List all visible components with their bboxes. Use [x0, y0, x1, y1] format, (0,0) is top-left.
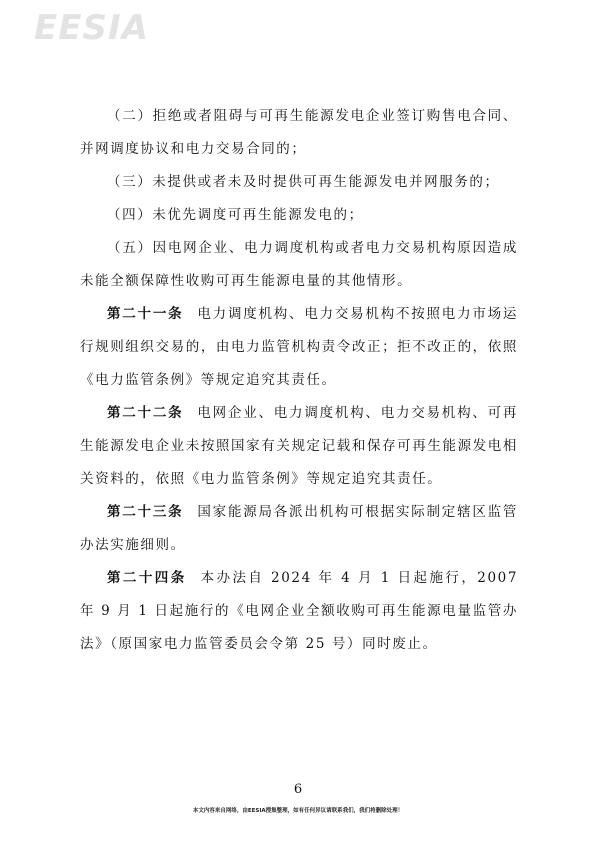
article-21-title: 第二十一条	[107, 306, 184, 322]
article-23	[80, 496, 518, 562]
article-24-text: 本办法自 2024 年 4 月 1 日起施行，2007 年 9 月 1 日起施行的《电网企业全额收购可再生能源电量监管办法》（原国家电力监管委员会令第 25 号）同时废止。	[80, 570, 519, 652]
paragraph-item-5: （五）因电网企业、电力调度机构或者电力交易机构原因造成未能全额保障性收购可再生能源电量的其他情形。	[80, 240, 518, 289]
eesia-logo: EESIA	[34, 8, 149, 48]
article-21	[80, 298, 518, 397]
paragraph-item-2: （二）拒绝或者阻碍与可再生能源发电企业签订购售电合同、并网调度协议和电力交易合同的；	[80, 108, 518, 157]
article-22-title: 第二十二条	[107, 405, 184, 421]
paragraph-item-3: （三）未提供或者未及时提供可再生能源发电并网服务的；	[107, 174, 500, 190]
article-22-text: 电网企业、电力调度机构、电力交易机构、可再生能源发电企业未按照国家有关规定记载和保存可再生能源发电相关资料的，依照《电力监管条例》等规定追究其责任。	[80, 405, 519, 487]
article-23-title: 第二十三条	[107, 504, 184, 520]
article-24-title: 第二十四条	[107, 570, 187, 586]
document-body	[80, 100, 518, 661]
article-24	[80, 562, 518, 661]
article-22	[80, 397, 518, 496]
page-number: 6	[293, 782, 303, 797]
footer-disclaimer: 本文内容来自网络，由EESIA搜集整理，如有任何异议请联系我们，我们将删除处理！	[192, 808, 404, 814]
paragraph-item-4: （四）未优先调度可再生能源发电的；	[107, 207, 364, 223]
article-21-text: 电力调度机构、电力交易机构不按照电力市场运行规则组织交易的，由电力监管机构责令改正；拒不改正的，依照《电力监管条例》等规定追究其责任。	[80, 306, 519, 388]
article-23-text: 国家能源局各派出机构可根据实际制定辖区监管办法实施细则。	[80, 504, 519, 553]
